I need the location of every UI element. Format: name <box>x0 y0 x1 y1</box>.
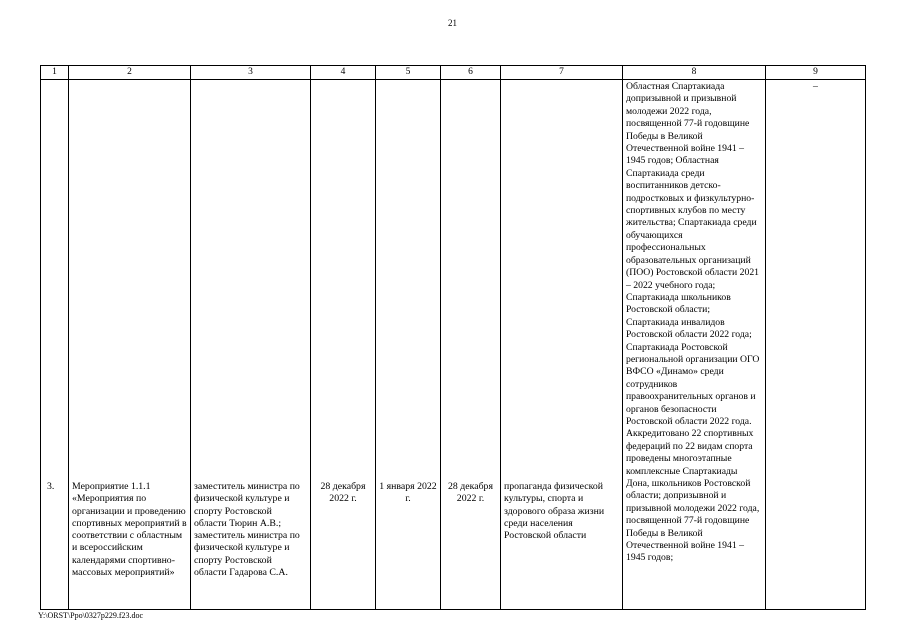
responsible-persons-text: заместитель министра по физической культуре и спорту Ростовской области Тюрин А.В.; заместитель министра по физической культуре и спорту Ростовской области Гадарова С.А. <box>194 481 300 579</box>
achieved-result-text: Областная Спартакиада допризывной и призывной молодежи 2022 года, посвященной 77-й годовщине Победы в Великой Отечественной войне 1941 – 1945 годов; Областная Спартакиада среди воспитанников детско-подростковых и физкультурно-спортивных клубов по месту жительства; Спартакиада среди обучающихся профессиональных образовательных организаций (ПОО) Ростовской области 2021 – 2022 учебного года; Спартакиада школьников Ростовской области; Спартакиада инвалидов Ростовской области 2022 года; Спартакиада Ростовской региональной организации ОГО ВФСО «Динамо» среди сотрудников правоохранительных органов и органов безопасности Ростовской области 2022 года. Аккредитовано 22 спортивных федераций по 22 видам спорта проведены многоэтапные комплексные Спартакиады Дона, школьников Ростовской области; допризывной и призывной молодежи 2022 года, посвященной 77-й годовщине Победы в Великой Отечественной войне 1941 – 1945 годов; <box>626 81 760 564</box>
planned-date-cell <box>311 80 376 609</box>
planned-date-text: 28 декабря 2022 г. <box>320 481 366 505</box>
start-date-cell <box>376 80 441 609</box>
column-header-5: 5 <box>376 66 441 80</box>
expected-result-text: пропаганда физической культуры, спорта и здорового образа жизни среди населения Ростовской области <box>504 481 605 542</box>
row-number-cell <box>41 80 69 609</box>
page-number: 21 <box>448 18 457 28</box>
row-number-text: 3. <box>47 481 55 492</box>
column-header-7: 7 <box>501 66 623 80</box>
start-date-text: 1 января 2022 г. <box>379 481 437 505</box>
note-cell <box>766 80 865 609</box>
end-date-cell <box>441 80 501 609</box>
responsible-persons-cell <box>191 80 311 609</box>
measures-table <box>40 65 866 610</box>
event-name-text: Мероприятие 1.1.1 «Мероприятия по организации и проведению спортивных мероприятий в соответствии с областным и всероссийским календарями спортивно-массовых мероприятий» <box>72 481 187 579</box>
event-name-cell <box>69 80 191 609</box>
expected-result-cell <box>501 80 623 609</box>
note-dash-text: – <box>813 81 818 92</box>
achieved-result-cell <box>623 80 766 609</box>
column-header-2: 2 <box>69 66 191 80</box>
column-header-6: 6 <box>441 66 501 80</box>
end-date-text: 28 декабря 2022 г. <box>448 481 493 505</box>
column-header-9: 9 <box>766 66 865 80</box>
column-header-3: 3 <box>191 66 311 80</box>
column-header-8: 8 <box>623 66 766 80</box>
column-header-4: 4 <box>311 66 376 80</box>
column-header-1: 1 <box>41 66 69 80</box>
footer-file-path: Y:\ORST\Ppo\0327p229.f23.doc <box>38 611 144 620</box>
